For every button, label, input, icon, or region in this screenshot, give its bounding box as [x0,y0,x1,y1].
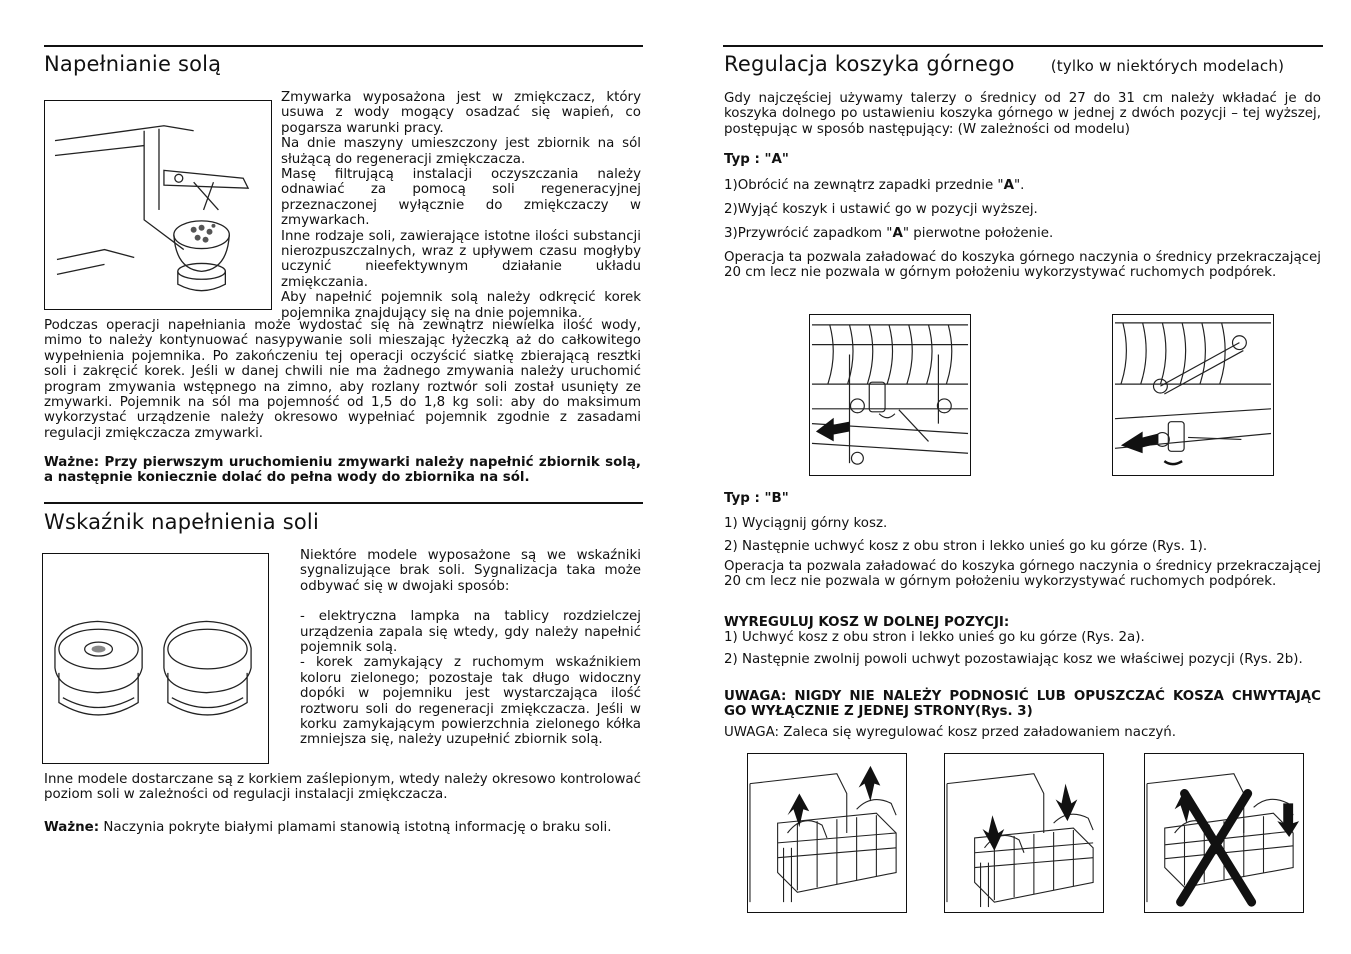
salt-side-paragraph: Inne rodzaje soli, zawierające istotne ilości substancji nierozpuszczalnych, wraz z upływem czasu mogłyby uczynić nieefektywnym działanie układu zmiękczania. [281,228,641,290]
indicator-side-text [300,548,641,748]
step-a3 [724,222,1321,246]
type-quote: " [781,152,789,167]
step-letter: A [892,226,903,241]
indicator-side-paragraph: - korek zamykający z ruchomym wskaźnikiem koloru zielonego; pozostaje tak długo widoczny dopóki w pojemniku jest wystarczająca ilość roztworu soli do regeneracji zmiękczacza. Jeśli w korku zamykającym powierzchnia zielonego kółka zmniejsza się, należy uzupełnić zbiornik solą. [300,655,641,748]
indicator-side-paragraph: Niektóre modele wyposażone są we wskaźniki sygnalizujące brak soli. Sygnalizacja taka może odbywać się w dwojaki sposób: [300,548,641,594]
left-mid-rule [44,502,643,504]
lower-position-heading: WYREGULUJ KOSZ W DOLNEJ POZYCJI: [724,615,1010,630]
section-title-basket [724,52,1284,76]
salt-side-text [281,90,641,321]
basket-latch-open-illustration [809,314,971,476]
step-a2: 2)Wyjąć koszyk i ustawić go w pozycji wyższej. [724,202,1038,217]
type-b-heading [724,491,1024,506]
step-text: ". [1013,178,1025,193]
lower-step-2: 2) Następnie zwolnij powoli uchwyt pozostawiając kosz we właściwej pozycji (Rys. 2b). [724,652,1303,667]
salt-indicator-caps-illustration [42,553,269,764]
indicator-important-note [44,820,641,835]
section-title-salt: Napełnianie solą [44,52,222,76]
type-letter: A [771,152,782,167]
type-a-heading [724,152,1024,167]
type-label: Typ : " [724,152,772,167]
basket-latch-closed-illustration [1112,314,1274,476]
basket-raise-illustration [747,753,907,913]
basket-intro: Gdy najczęściej używamy talerzy o średnicy od 27 do 31 cm należy wkładać je do koszyka dolnego po ustawieniu koszyka górnego w jednej z dwóch pozycji – tej wyższej, postępując w sposób następujący: (W zależności od modelu) [724,91,1321,137]
salt-side-paragraph: Masę filtrującą instalacji oczyszczania należy odnawiać za pomocą soli regeneracyjnej przeznaczonej wyłącznie do zmiękczaczy w zmywarkach. [281,167,641,229]
operation-note-1: Operacja ta pozwala załadować do koszyka górnego naczynia o średnicy przekraczającej 20 cm lecz nie pozwala w górnym położeniu wykorzystywać ruchomych podpórek. [724,250,1321,281]
type-b-steps [724,512,1321,558]
indicator-side-paragraph: - elektryczna lampka na tablicy rozdzielczej urządzenia zapala się wtedy, gdy należy napełnić pojemnik solą. [300,609,641,656]
step-b1: 1) Wyciągnij górny kosz. [724,516,888,531]
step-text: " pierwotne położenie. [902,226,1054,241]
salt-important-note: Ważne: Przy pierwszym uruchomieniu zmywarki należy napełnić zbiornik solą, a następnie koniecznie dolać do pełna wody do zbiornika na sól. [44,455,641,486]
step-a1 [724,174,1321,198]
basket-title: Regulacja koszyka górnego [724,52,1015,76]
right-top-rule [723,45,1323,47]
basket-wrong-one-side-illustration [1144,753,1304,913]
lower-step-1: 1) Uchwyć kosz z obu stron i lekko unieś go ku górze (Rys. 2a). [724,630,1145,645]
step-letter: A [1003,178,1014,193]
step-text: 1)Obrócić na zewnątrz zapadki przednie " [724,178,1004,193]
note-text: UWAGA: Zaleca się wyregulować kosz przed załadowaniem naczyń. [724,725,1177,740]
salt-side-paragraph: Na dnie maszyny umieszczony jest zbiornik na sól służącą do regeneracji zmiękczacza. [281,136,641,167]
type-label: Typ : " [724,491,772,506]
salt-filling-illustration [44,100,272,310]
salt-full-text: Podczas operacji napełniania może wydostać się na zewnątrz niewielka ilość wody, mimo to należy kontynuować nasypywanie soli mieszając łyżeczką aż do całkowitego wypełnienia pojemnika. Po zakończeniu tej operacji oczyścić siatkę zbierającą resztki soli i zakręcić korek. Jeśli w danej chwili nie ma żadnego zmywania należy uruchomić program zmywania wstępnego na zimno, aby rozlany roztwór soli został usunięty ze zmywarki. Pojemnik na sól ma pojemność od 1,5 do 1,8 kg soli: aby do maksimum wykorzystać urządzenie należy okresowo wypełniać pojemnik zgodnie z zasadami regulacji zmiękczacza zmywarki. [44,318,641,441]
step-text: 3)Przywrócić zapadkom " [724,226,893,241]
indicator-full-text: Inne modele dostarczane są z korkiem zaślepionym, wtedy należy okresowo kontrolować poziom soli w zależności od regulacji instalacji zmiękczacza. [44,772,641,803]
warning-text: UWAGA: NIGDY NIE NALEŻY PODNOSIĆ LUB OPUSZCZAĆ KOSZA CHWYTAJĄC GO WYŁĄCZNIE Z JEDNEJ STRONY(Rys. 3) [724,689,1321,720]
salt-side-paragraph: Aby napełnić pojemnik solą należy odkręcić korek pojemnika znajdujący się na dnie pojemnika. [281,290,641,321]
basket-lower-illustration [944,753,1104,913]
salt-side-paragraph: Zmywarka wyposażona jest w zmiękczacz, który usuwa z wody mogący osadzać się wapień, co pogarsza warunki pracy. [281,90,641,136]
important-text: Naczynia pokryte białymi plamami stanowią istotną informację o braku soli. [99,820,612,835]
type-quote: " [781,491,789,506]
left-top-rule [44,45,643,47]
section-title-indicator: Wskaźnik napełnienia soli [44,510,319,534]
important-label: Ważne: [44,820,100,835]
operation-note-2: Operacja ta pozwala załadować do koszyka górnego naczynia o średnicy przekraczającej 20 cm lecz nie pozwala w górnym położeniu wykorzystywać ruchomych podpórek. [724,559,1321,590]
type-a-steps [724,174,1321,246]
basket-title-note: (tylko w niektórych modelach) [1050,57,1285,75]
step-b2: 2) Następnie uchwyć kosz z obu stron i lekko unieś go ku górze (Rys. 1). [724,539,1208,554]
type-letter: B [771,491,782,506]
